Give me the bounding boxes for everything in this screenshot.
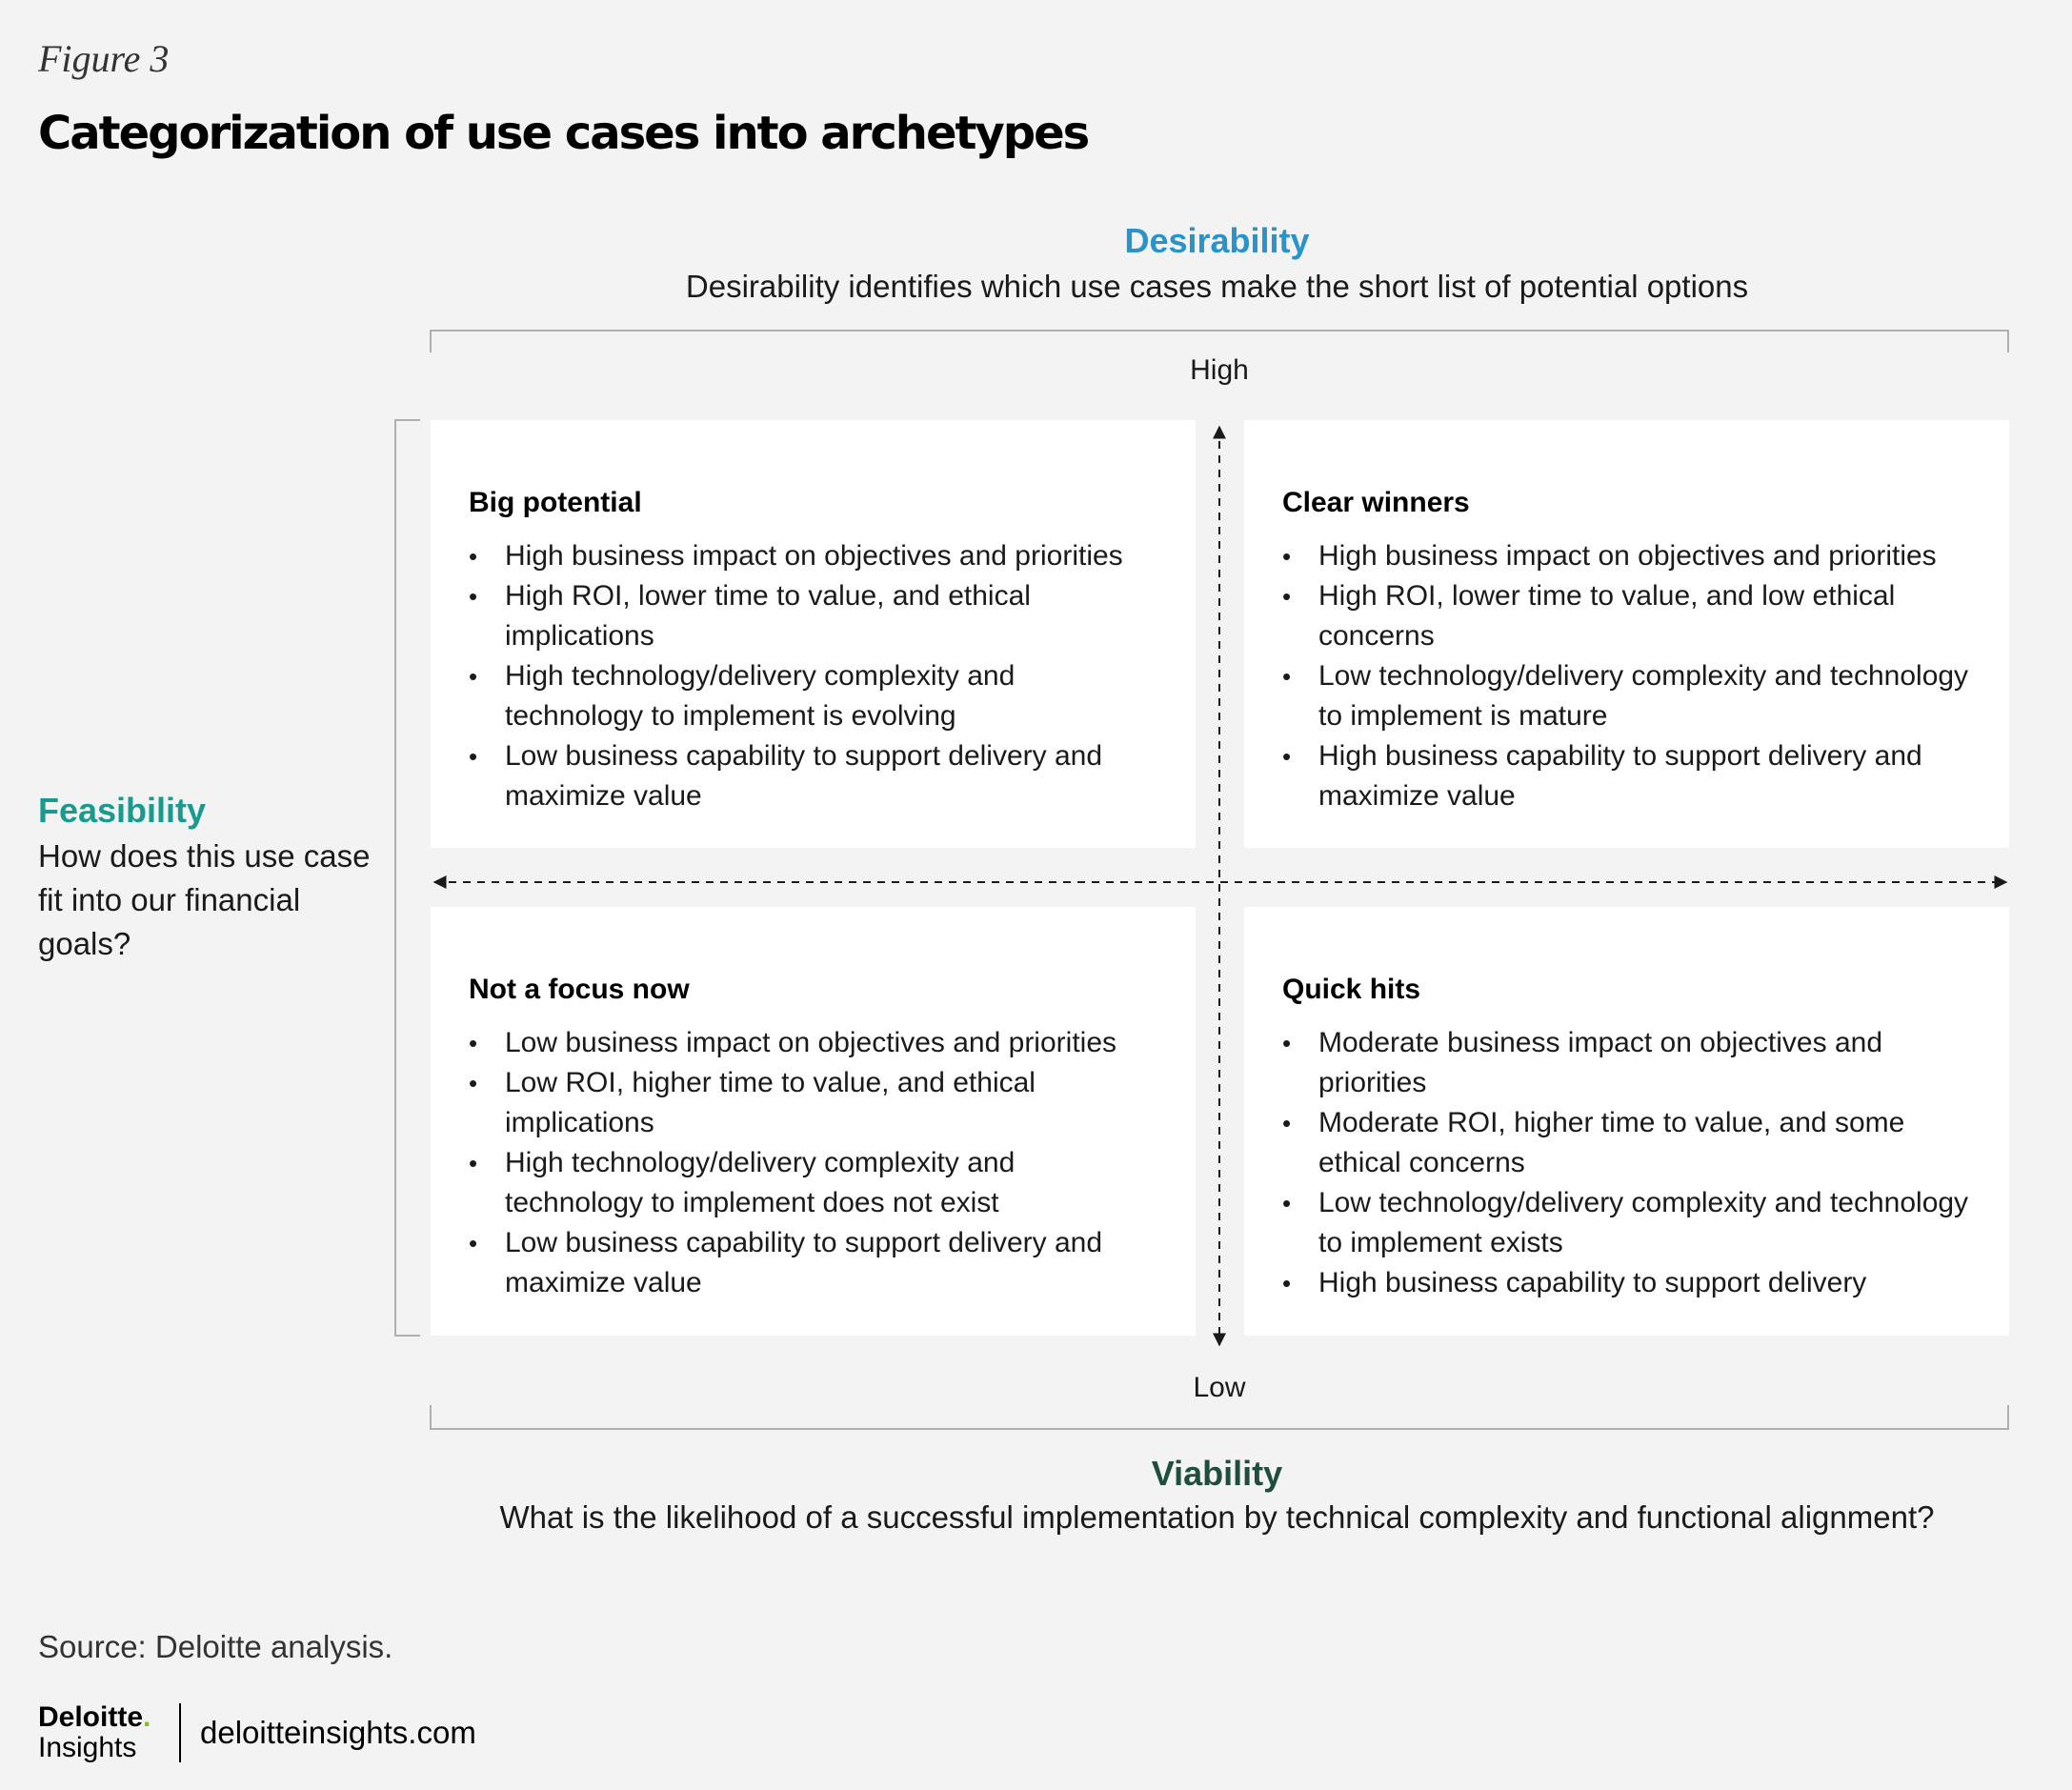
quadrant-title: Big potential [469,487,642,518]
logo-name: Deloitte [38,1701,144,1733]
footer-divider [179,1703,181,1762]
viability-description: What is the likelihood of a successful implementation by technical complexity and functional alignment? [499,1499,1935,1535]
bullet-item: • High business impact on objectives and priorities [469,536,1157,576]
bullet-list [1282,1023,1971,1303]
bullet-list [469,536,1157,816]
bullet-list [469,1023,1157,1303]
quadrant-big-potential [431,420,1196,848]
bullet-item: • High business capability to support delivery and maximize value [1282,736,1971,816]
figure-title: Categorization of use cases into archetypes [38,107,1089,160]
desirability-description: Desirability identifies which use cases make the short list of potential options [685,269,1749,304]
viability-bracket [431,1405,2008,1429]
desirability-bracket [431,331,2008,352]
desirability-label: Desirability [1124,221,1310,260]
figure-label: Figure 3 [38,37,170,80]
quadrant-title: Quick hits [1282,974,1421,1005]
bullet-item: • High business capability to support delivery [1282,1263,1971,1303]
bullet-item: • High technology/delivery complexity and technology to implement does not exist [469,1143,1157,1223]
axis-low-label: Low [1193,1372,1246,1403]
bullet-item: • Low business capability to support delivery and maximize value [469,736,1157,816]
bullet-item: • High ROI, lower time to value, and ethical implications [469,576,1157,656]
feasibility-description: How does this use case fit into our financial goals? [38,838,371,961]
quadrant-not-a-focus-now [431,907,1196,1336]
bullet-item: • Moderate ROI, higher time to value, and some ethical concerns [1282,1103,1971,1183]
deloitte-logo [38,1701,151,1734]
bullet-item: • Low ROI, higher time to value, and ethical implications [469,1063,1157,1143]
feasibility-bracket [395,420,420,1336]
bullet-item: • Low technology/delivery complexity and technology to implement exists [1282,1183,1971,1263]
footer-url: deloitteinsights.com [200,1715,476,1750]
quadrant-quick-hits [1244,907,2009,1336]
bullet-item: • High business impact on objectives and priorities [1282,536,1971,576]
viability-label: Viability [1151,1454,1283,1493]
bullet-item: • Low business capability to support delivery and maximize value [469,1223,1157,1303]
bullet-list [1282,536,1971,816]
bullet-item: • High technology/delivery complexity and technology to implement is evolving [469,656,1157,736]
axis-high-label: High [1190,354,1249,386]
logo-dot: . [143,1701,151,1733]
quadrant-clear-winners [1244,420,2009,848]
bullet-item: • Low technology/delivery complexity and technology to implement is mature [1282,656,1971,736]
bullet-item: • Moderate business impact on objectives and priorities [1282,1023,1971,1103]
logo-insights: Insights [38,1732,137,1763]
feasibility-label: Feasibility [38,791,207,830]
bullet-item: • High ROI, lower time to value, and low ethical concerns [1282,576,1971,656]
bullet-item: • Low business impact on objectives and priorities [469,1023,1157,1063]
quadrant-title: Not a focus now [469,974,690,1005]
source-note: Source: Deloitte analysis. [38,1629,393,1664]
quadrant-title: Clear winners [1282,487,1470,518]
